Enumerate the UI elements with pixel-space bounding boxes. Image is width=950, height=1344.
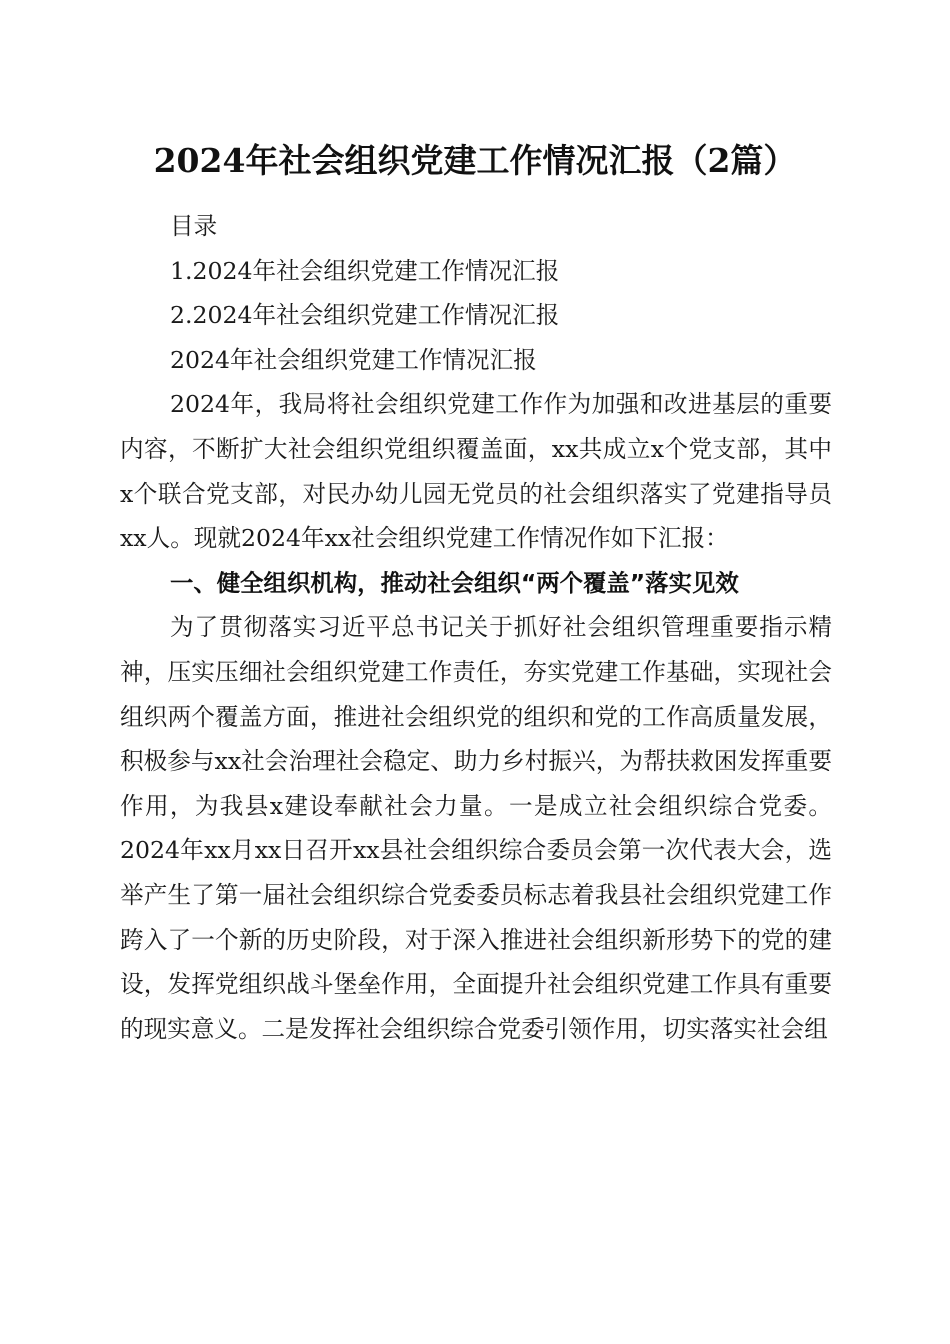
toc-heading: 目录 xyxy=(170,212,218,240)
toc-item-2: 2.2024年社会组织党建工作情况汇报 xyxy=(170,301,560,330)
document-body xyxy=(120,204,832,1051)
toc-item-1: 1.2024年社会组织党建工作情况汇报 xyxy=(170,256,560,285)
section-1-paragraph: 为了贯彻落实习近平总书记关于抓好社会组织管理重要指示精神，压实压细社会组织党建工作责任，夯实党建工作基础，实现社会组织两个覆盖方面，推进社会组织党的组织和党的工作高质量发展，积极参与xx社会治理社会稳定、助力乡村振兴，为帮扶救困发挥重要作用，为我县x建设奉献社会力量。一是成立社会组织综合党委。2024年xx月xx日召开xx县社会组织综合委员会第一次代表大会，选举产生了第一届社会组织综合党委委员标志着我县社会组织党建工作跨入了一个新的历史阶段，对于深入推进社会组织新形势下的党的建设，发挥党组织战斗堡垒作用，全面提升社会组织党建工作具有重要的现实意义。二是发挥社会组织综合党委引领作用，切实落实社会组 xyxy=(120,613,832,1043)
section-1-heading: 一、健全组织机构，推动社会组织“两个覆盖”落实见效 xyxy=(170,568,739,597)
article-title: 2024年社会组织党建工作情况汇报 xyxy=(170,345,537,374)
document-title: 2024年社会组织党建工作情况汇报（2篇） xyxy=(153,141,797,180)
intro-paragraph: 2024年，我局将社会组织党建工作作为加强和改进基层的重要内容，不断扩大社会组织党组织覆盖面，xx共成立x个党支部，其中x个联合党支部，对民办幼儿园无党员的社会组织落实了党建指导员xx人。现就2024年xx社会组织党建工作情况作如下汇报： xyxy=(120,390,832,553)
